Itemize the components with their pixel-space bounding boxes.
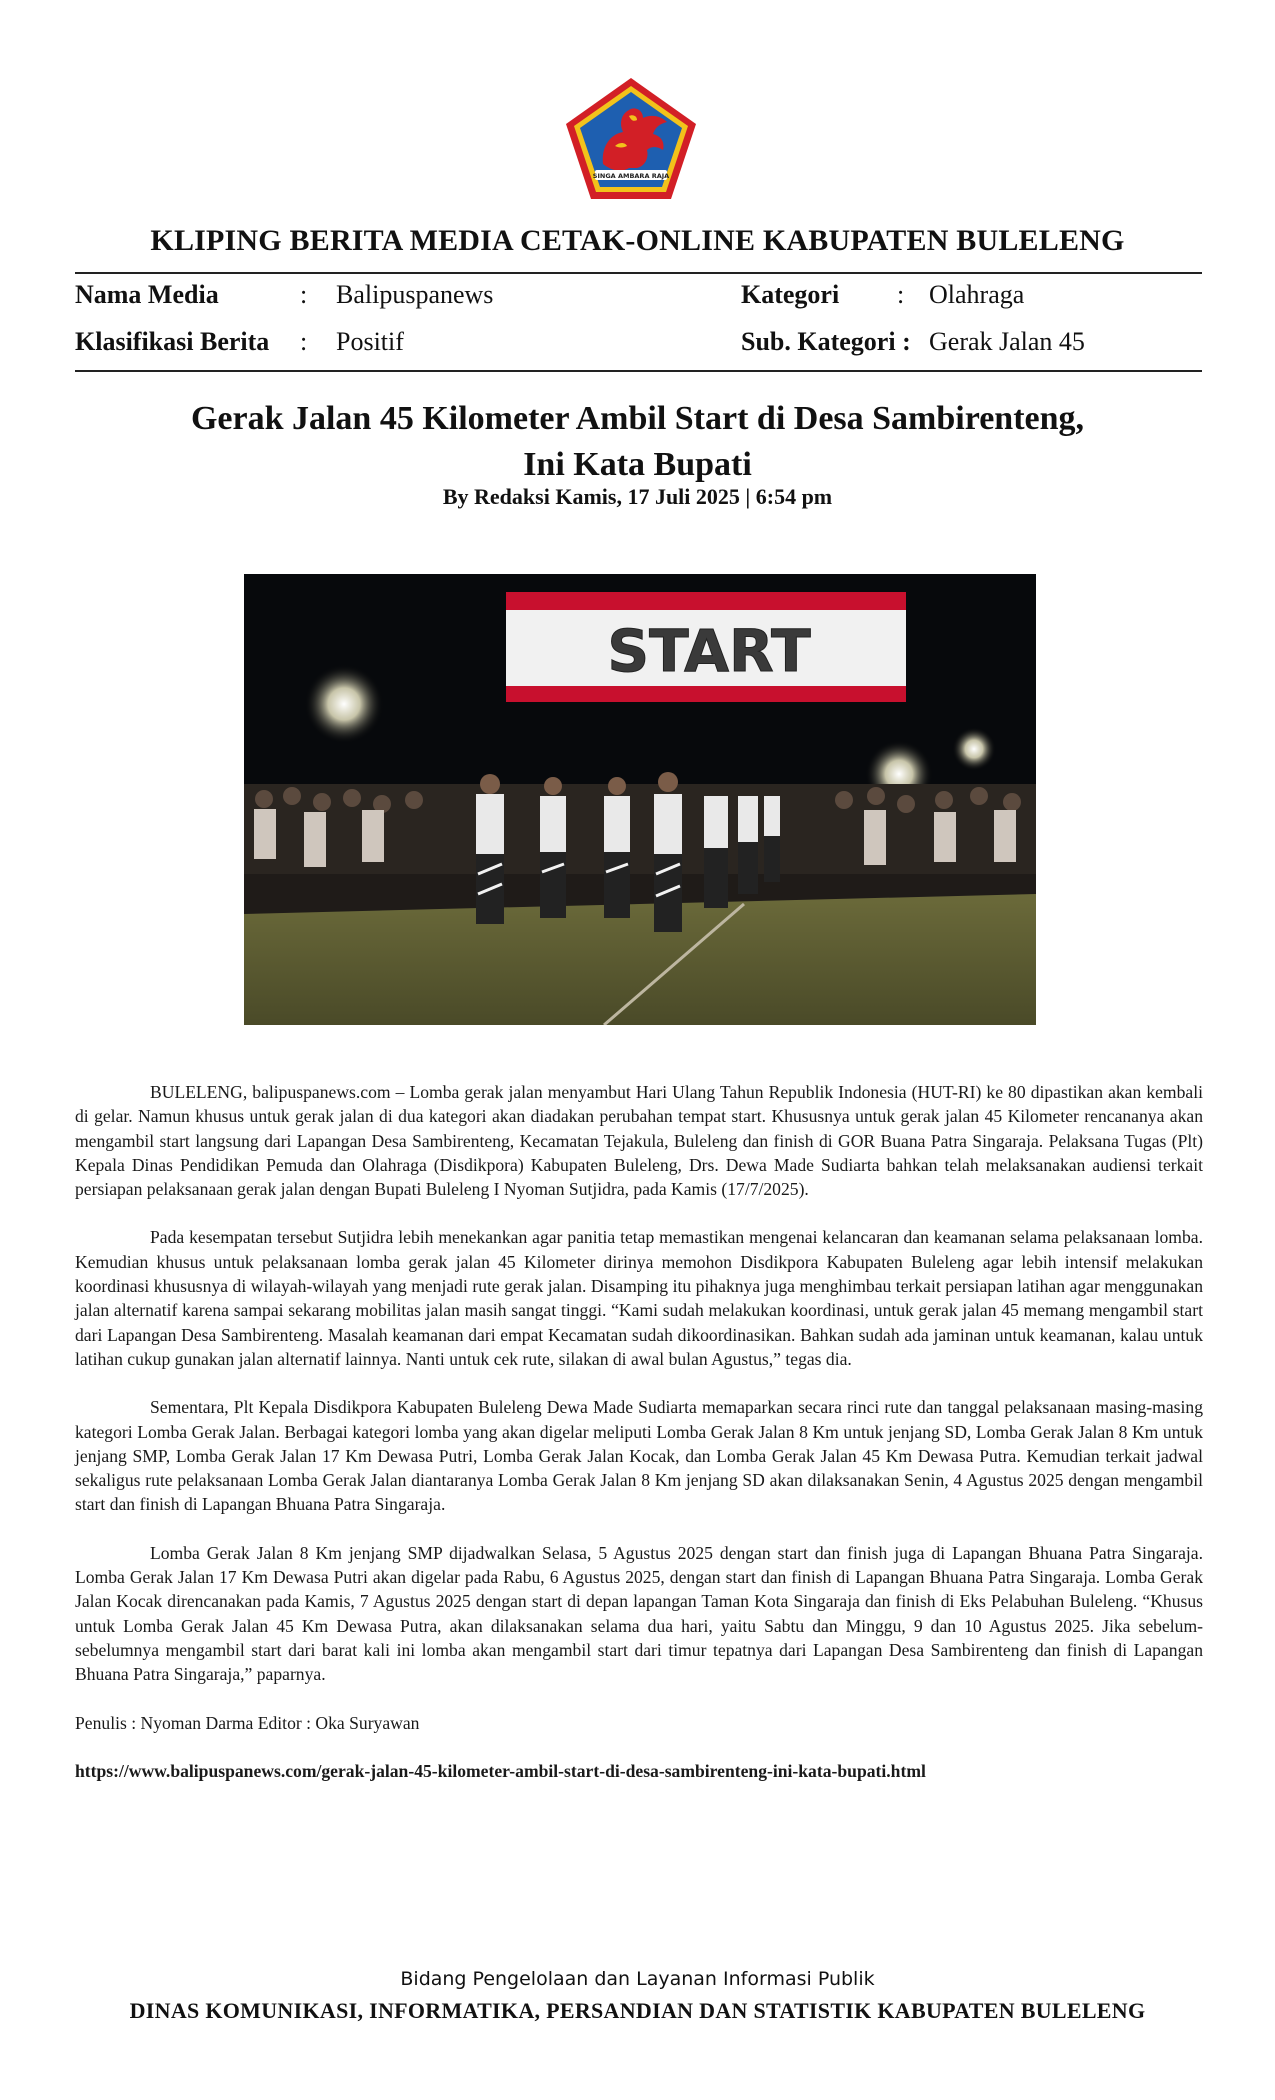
media-name-value: Balipuspanews bbox=[336, 280, 494, 309]
article-paragraph-2: Pada kesempatan tersebut Sutjidra lebih menekankan agar panitia tetap memastikan mengenai kelancaran dan keamanan selama pelaksanaan lomba. Kemudian khusus untuk pelaksanaan lomba gerak jalan 45 Kilometer dirinya memohon Disdikpora Kabupaten Buleleng agar lebih intensif melakukan koordinasi khususnya di wilayah-wilayah yang menjadi rute gerak jalan. Disamping itu pihaknya juga menghimbau terkait persiapan latihan agar menggunakan jalan alternatif karena sampai sekarang mobilitas jalan masih sangat tinggi. “Kami sudah melakukan koordinasi, untuk gerak jalan 45 memang mengambil start dari Lapangan Desa Sambirenteng. Masalah keamanan dari empat Kecamatan sudah dikoordinasikan. Bahkan sudah ada jaminan untuk keamanan, kalau untuk latihan cukup gunakan jalan alternatif lainnya. Nanti untuk cek rute, silakan di awal bulan Agustus,” tegas dia. bbox=[75, 1227, 1203, 1369]
article-paragraph-3: Sementara, Plt Kepala Disdikpora Kabupaten Buleleng Dewa Made Sudiarta memaparkan secara rinci rute dan tanggal pelaksanaan masing-masing kategori Lomba Gerak Jalan. Berbagai kategori lomba yang akan digelar meliputi Lomba Gerak Jalan 8 Km untuk jenjang SD, Lomba Gerak Jalan 8 Km untuk jenjang SMP, Lomba Gerak Jalan 17 Km Dewasa Putri, Lomba Gerak Jalan Kocak, dan Lomba Gerak Jalan 45 Km Dewasa Putra. Kemudian terkait jadwal sekaligus rute pelaksanaan Lomba Gerak Jalan diantaranya Lomba Gerak Jalan 8 Km jenjang SD akan dilaksanakan Senin, 4 Agustus 2025 dengan mengambil start dan finish di Lapangan Bhuana Patra Singaraja. bbox=[75, 1397, 1203, 1515]
kliping-header-title: KLIPING BERITA MEDIA CETAK-ONLINE KABUPATEN BULELENG bbox=[150, 224, 1125, 257]
kategori-colon: : bbox=[897, 280, 905, 309]
footer-agency: DINAS KOMUNIKASI, INFORMATIKA, PERSANDIAN DAN STATISTIK KABUPATEN BULELENG bbox=[129, 1998, 1146, 2023]
article-photo bbox=[244, 574, 1036, 1025]
kategori-label: Kategori bbox=[741, 280, 840, 309]
media-name-colon: : bbox=[300, 280, 308, 309]
article-headline bbox=[0, 396, 1275, 488]
footer-division: Bidang Pengelolaan dan Layanan Informasi Publik bbox=[400, 1968, 875, 1990]
kabupaten-buleleng-crest-logo bbox=[563, 76, 699, 202]
kategori-value: Olahraga bbox=[929, 280, 1025, 309]
photo-banner-start-text: START bbox=[607, 617, 811, 685]
sub-kategori-label: Sub. Kategori : bbox=[741, 327, 911, 356]
logo-motto-text: SINGA AMBARA RAJA bbox=[592, 172, 670, 180]
headline-line-1: Gerak Jalan 45 Kilometer Ambil Start di Desa Sambirenteng, bbox=[190, 400, 1085, 437]
article-byline: By Redaksi Kamis, 17 Juli 2025 | 6:54 pm bbox=[442, 484, 833, 509]
media-name-label: Nama Media bbox=[75, 280, 219, 309]
klasifikasi-label: Klasifikasi Berita bbox=[75, 327, 270, 356]
header-divider-bottom bbox=[75, 370, 1202, 372]
article-body bbox=[75, 1080, 1203, 1807]
header-divider-top bbox=[75, 272, 1202, 274]
headline-line-2: Ini Kata Bupati bbox=[523, 446, 752, 483]
klasifikasi-value: Positif bbox=[336, 327, 404, 356]
article-paragraph-4: Lomba Gerak Jalan 8 Km jenjang SMP dijadwalkan Selasa, 5 Agustus 2025 dengan start dan finish juga di Lapangan Bhuana Patra Singaraja. Lomba Gerak Jalan 17 Km Dewasa Putri akan digelar pada Rabu, 6 Agustus 2025, dengan start dan finish di Lapangan Bhuana Patra Singaraja. Lomba Gerak Jalan Kocak direncanakan pada Kamis, 7 Agustus 2025 dengan start di depan lapangan Taman Kota Singaraja dan finish di Eks Pelabuhan Buleleng. “Khusus untuk Lomba Gerak Jalan 45 Km Dewasa Putra, akan dilaksanakan selama dua hari, yaitu Sabtu dan Minggu, 9 dan 10 Agustus 2025. Jika sebelum-sebelumnya mengambil start dari barat kali ini lomba akan mengambil start dari timur tepatnya dari Lapangan Desa Sambirenteng dan finish di Lapangan Bhuana Patra Singaraja,” paparnya. bbox=[75, 1542, 1203, 1685]
article-source-url[interactable]: https://www.balipuspanews.com/gerak-jalan-45-kilometer-ambil-start-di-desa-sambirenteng-ini-kata-bupati.html bbox=[75, 1760, 926, 1781]
klasifikasi-colon: : bbox=[300, 327, 308, 356]
article-credit: Penulis : Nyoman Darma Editor : Oka Suryawan bbox=[75, 1712, 420, 1733]
sub-kategori-value: Gerak Jalan 45 bbox=[929, 327, 1085, 356]
article-paragraph-1: BULELENG, balipuspanews.com – Lomba gerak jalan menyambut Hari Ulang Tahun Republik Indonesia (HUT-RI) ke 80 dipastikan akan kembali di gelar. Namun khusus untuk gerak jalan di dua kategori akan diadakan perubahan tempat start. Khususnya untuk gerak jalan 45 Kilometer rencananya akan mengambil start langsung dari Lapangan Desa Sambirenteng, Kecamatan Tejakula, Buleleng dan finish di GOR Buana Patra Singaraja. Pelaksana Tugas (Plt) Kepala Dinas Pendidikan Pemuda dan Olahraga (Disdikpora) Kabupaten Buleleng, Drs. Dewa Made Sudiarta bahkan telah melaksanakan audiensi terkait persiapan pelaksanaan gerak jalan dengan Bupati Buleleng I Nyoman Sutjidra, pada Kamis (17/7/2025). bbox=[75, 1082, 1203, 1200]
